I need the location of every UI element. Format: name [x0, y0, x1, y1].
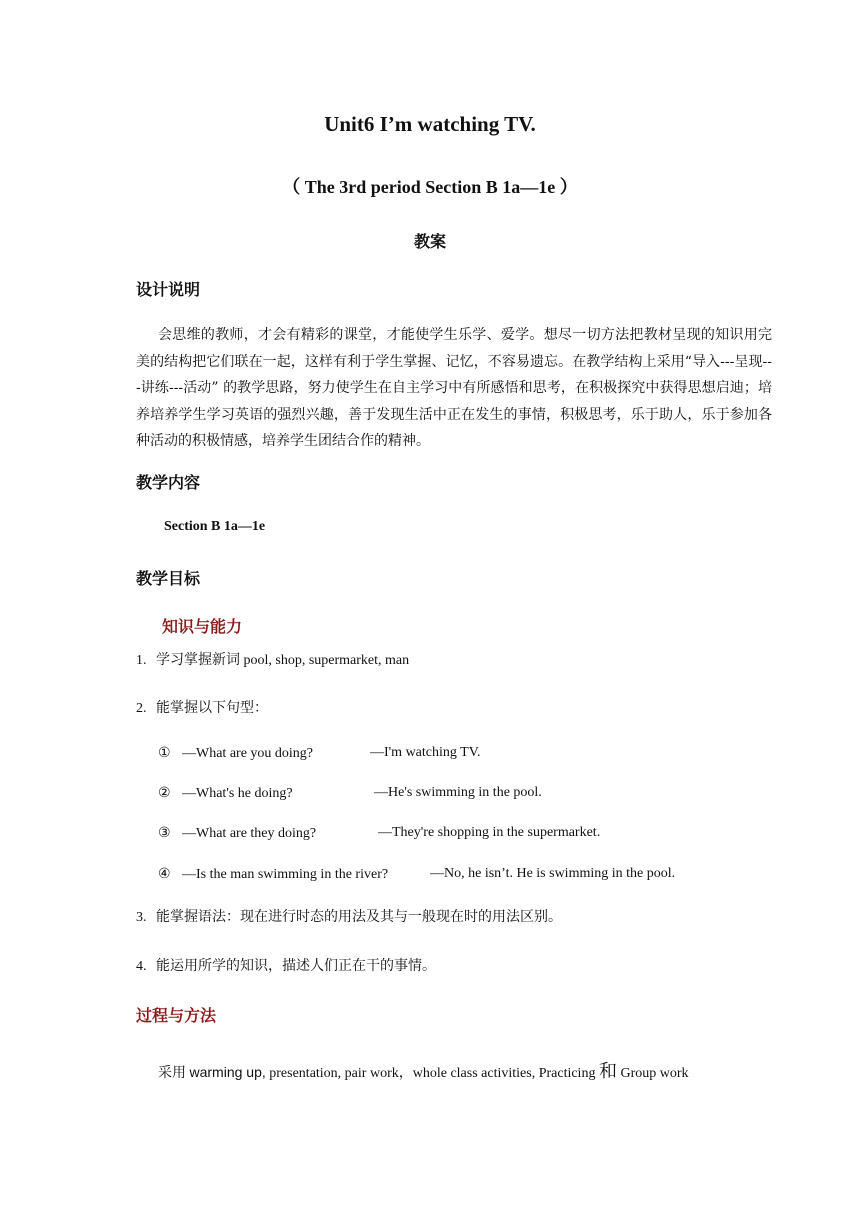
goal-item-1 [136, 649, 409, 669]
content-heading: 教学内容 [136, 473, 201, 492]
document-subtitle: （ The 3rd period Section B 1a—1e ） [282, 177, 578, 197]
goal-item-number: 4. [136, 959, 147, 974]
document-type-label: 教案 [413, 232, 446, 251]
sentence-question: —What's he doing? [182, 786, 293, 801]
circled-number: ④ [158, 867, 171, 882]
design-heading: 设计说明 [136, 280, 201, 299]
circled-number: ③ [158, 826, 171, 841]
goal-item-4 [136, 955, 436, 975]
sentence-pattern-2 [158, 785, 542, 802]
sentence-answer: —He's swimming in the pool. [374, 785, 542, 800]
sentence-pattern-4 [158, 866, 676, 883]
goal-item-3 [136, 906, 562, 926]
sentence-answer: —I'm watching TV. [370, 745, 481, 760]
circled-number: ① [158, 746, 171, 761]
sentence-question: —What are they doing? [182, 826, 317, 841]
content-text: Section B 1a—1e [164, 519, 266, 534]
process-heading: 过程与方法 [136, 1006, 217, 1025]
method-prefix: 采用 [158, 1066, 190, 1081]
method-he: 和 [598, 1061, 617, 1081]
goal-item-text: 能掌握语法：现在进行时态的用法及其与一般现在时的用法区别。 [156, 910, 562, 925]
design-paragraph: 会思维的教师，才会有精彩的课堂，才能使学生乐学、爱学。想尽一切方法把教材呈现的知识用完美的结构把它们联在一起，这样有利于学生掌握、记忆，不容易遗忘。在教学结构上采用“导入---呈现---讲练---活动” 的教学思路，努力使学生在自主学习中有所感悟和思考，在积极探究中获得思想启迪；培养培养学生学习英语的强烈兴趣，善于发现生活中正在发生的事情，积极思考，乐于助人，乐于参加各种活动的积极情感，培养学生团结合作的精神。 [136, 327, 772, 449]
goal-item-number: 3. [136, 910, 147, 925]
knowledge-heading: 知识与能力 [162, 617, 243, 636]
goal-item-number: 2. [136, 701, 147, 716]
sentence-answer: —No, he isn’t. He is swimming in the pool. [430, 866, 676, 881]
sentence-question: —Is the man swimming in the river? [182, 867, 389, 882]
sentence-pattern-1 [158, 745, 481, 762]
goal-item-text: 能掌握以下句型： [156, 701, 268, 716]
goal-item-2 [136, 697, 268, 717]
goals-heading: 教学目标 [136, 569, 201, 588]
document-title: Unit6 I’m watching TV. [324, 112, 536, 136]
method-line [158, 1057, 689, 1083]
circled-number: ② [158, 786, 171, 801]
method-warm: warming up, [189, 1064, 266, 1080]
goal-item-text: 学习掌握新词 pool, shop, supermarket, man [156, 653, 410, 668]
sentence-answer: —They're shopping in the supermarket. [378, 825, 601, 840]
sentence-question: —What are you doing? [182, 746, 314, 761]
method-middle: presentation, pair work，whole class activities, Practicing [265, 1066, 599, 1081]
sentence-pattern-3 [158, 825, 601, 842]
method-suffix: Group work [616, 1066, 689, 1081]
goal-item-text: 能运用所学的知识，描述人们正在干的事情。 [156, 959, 436, 974]
goal-item-number: 1. [136, 653, 147, 668]
